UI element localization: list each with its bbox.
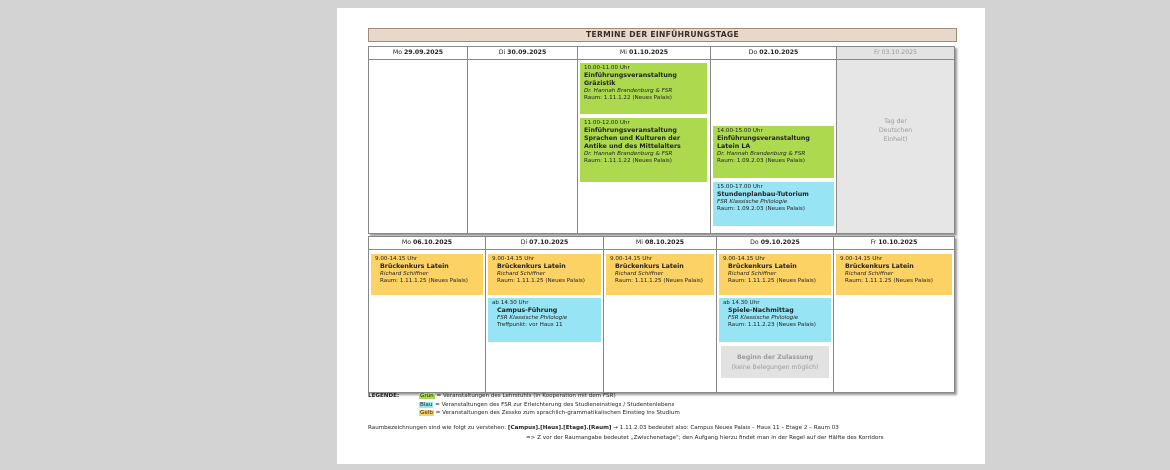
day-header: Do 09.10.2025: [717, 237, 833, 250]
day-header: Do 02.10.2025: [711, 47, 836, 60]
day-header: Mo 29.09.2025: [369, 47, 467, 60]
day-column-tue: [486, 237, 604, 392]
event-campus-fuehrung[interactable]: ab 14.30 Uhr Campus-Führung FSR Klassische Philologie Treffpunkt: vor Haus 11: [488, 298, 601, 342]
day-header: Mi 08.10.2025: [604, 237, 716, 250]
legend-blue: Blau = Veranstaltungen des FSR zur Erleichterung des Studieneinstiegs / Studentenlebens: [420, 401, 675, 408]
day-header: Mo 06.10.2025: [369, 237, 485, 250]
day-header: Mi 01.10.2025: [578, 47, 710, 60]
event-brueckenkurs-latein[interactable]: 9.00-14.15 Uhr Brückenkurs Latein Richard Schiffner Raum: 1.11.1.25 (Neues Palais): [719, 254, 831, 295]
week-2-table: [368, 236, 955, 393]
day-header: Fr 10.10.2025: [834, 237, 954, 250]
week-1-table: [368, 46, 955, 234]
day-column-wed: [604, 237, 717, 392]
day-column-wed: [578, 47, 711, 233]
day-column-fri-holiday: [837, 47, 954, 233]
room-notation-note: Raumbezeichnungen sind wie folgt zu verstehen: [Campus].[Haus].[Etage].[Raum] → 1.11.2.03 bedeutet also: Campus Neues Palais – Haus 11 – Etage 2 – Raum 03: [368, 425, 839, 431]
event-brueckenkurs-latein[interactable]: 9.00-14.15 Uhr Brückenkurs Latein Richard Schiffner Raum: 1.11.1.25 (Neues Palais): [488, 254, 601, 295]
day-column-mon: [369, 47, 468, 233]
event-brueckenkurs-latein[interactable]: 9.00-14.15 Uhr Brückenkurs Latein Richard Schiffner Raum: 1.11.1.25 (Neues Palais): [371, 254, 483, 295]
legend-green: Grün = Veranstaltungen des Lehrstuhls (in Kooperation mit dem FSR): [420, 393, 616, 399]
legend-label: LEGENDE:: [368, 393, 400, 399]
day-header: Fr 03.10.2025: [837, 47, 954, 60]
holiday-note: Tag der Deutschen Einheit): [878, 118, 913, 143]
legend-yellow: Gelb = Veranstaltungen des Zessko zum sprachlich-grammatikalischen Einstieg ins Studium: [420, 410, 680, 416]
event-stundenplanbau-tutorium[interactable]: 15.00-17.00 Uhr Stundenplanbau-Tutorium FSR Klassische Philologie Raum: 1.09.2.03 (Neues Palais): [713, 182, 834, 226]
day-column-tue: [468, 47, 578, 233]
legend-blue-swatch: Blau: [420, 401, 433, 408]
event-spiele-nachmittag[interactable]: ab 14.30 Uhr Spiele-Nachmittag FSR Klassische Philologie Raum: 1.11.2.23 (Neues Palais): [719, 298, 831, 342]
event-einfuehrung-sprachen-kulturen[interactable]: 11.00-12.00 Uhr Einführungsveranstaltung Sprachen und Kulturen der Antike und des Mittelalters Dr. Hannah Brandenburg & FSR Raum: 1.11.1.22 (Neues Palais): [580, 118, 707, 182]
event-brueckenkurs-latein[interactable]: 9.00-14.15 Uhr Brückenkurs Latein Richard Schiffner Raum: 1.11.1.25 (Neues Palais): [836, 254, 952, 295]
event-einfuehrung-latein-la[interactable]: 14.00-15.00 Uhr Einführungsveranstaltung Latein LA Dr. Hannah Brandenburg & FSR Raum: 1.09.2.03 (Neues Palais): [713, 126, 834, 178]
day-header: Di 30.09.2025: [468, 47, 577, 60]
day-column-fri: [834, 237, 954, 392]
day-column-mon: [369, 237, 486, 392]
event-brueckenkurs-latein[interactable]: 9.00-14.15 Uhr Brückenkurs Latein Richard Schiffner Raum: 1.11.1.25 (Neues Palais): [606, 254, 714, 295]
day-column-thu: [717, 237, 834, 392]
day-column-thu: [711, 47, 837, 233]
day-header: Di 07.10.2025: [486, 237, 603, 250]
zwischenetage-note: => Z vor der Raumangabe bedeutet „Zwischenetage"; den Aufgang hierzu findet man in der Regel auf der Hälfte des Korridors: [526, 435, 884, 441]
legend-green-swatch: Grün: [420, 393, 434, 399]
schedule-page: [337, 8, 985, 464]
page-title: TERMINE DER EINFÜHRUNGSTAGE: [368, 28, 957, 42]
legend-yellow-swatch: Gelb: [420, 410, 433, 416]
beginn-zulassung-note: Beginn der Zulassung (keine Belegungen möglich): [721, 346, 829, 378]
event-einfuehrung-graezistik[interactable]: 10.00-11.00 Uhr Einführungsveranstaltung Gräzistik Dr. Hannah Brandenburg & FSR Raum: 1.11.1.22 (Neues Palais): [580, 63, 707, 114]
